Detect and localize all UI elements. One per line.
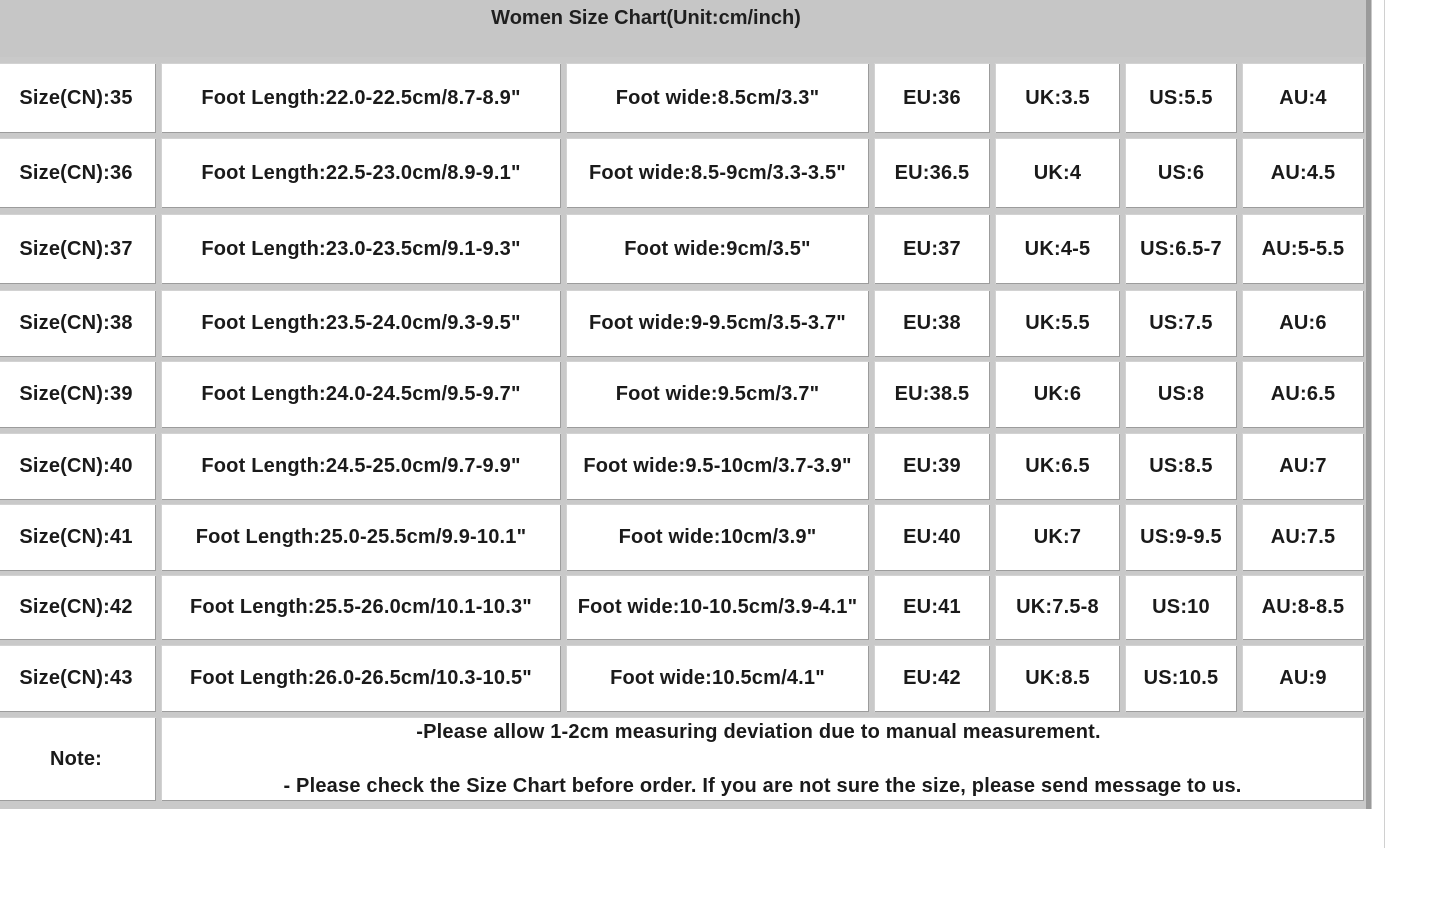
size-chart-title-bar (0, 0, 1368, 57)
foot-wide-cell: Foot wide:9-9.5cm/3.5-3.7" (566, 290, 869, 357)
eu-size-cell: EU:39 (874, 433, 990, 500)
uk-size-cell: UK:7.5-8 (995, 575, 1120, 640)
eu-size-cell: EU:38 (874, 290, 990, 357)
uk-size-cell: UK:3.5 (995, 63, 1120, 133)
foot-length-cell: Foot Length:22.5-23.0cm/8.9-9.1" (161, 138, 561, 208)
au-size-cell: AU:6.5 (1242, 361, 1364, 428)
us-size-cell: US:6 (1125, 138, 1237, 208)
note-line-deviation: -Please allow 1-2cm measuring deviation due to manual measurement. (416, 721, 1101, 743)
us-size-cell: US:9-9.5 (1125, 504, 1237, 571)
eu-size-cell: EU:41 (874, 575, 990, 640)
uk-size-cell: UK:4-5 (995, 214, 1120, 284)
eu-size-cell: EU:36 (874, 63, 990, 133)
au-size-cell: AU:9 (1242, 645, 1364, 712)
uk-size-cell: UK:5.5 (995, 290, 1120, 357)
us-size-cell: US:7.5 (1125, 290, 1237, 357)
table-right-edge (1366, 0, 1371, 809)
eu-size-cell: EU:42 (874, 645, 990, 712)
foot-wide-cell: Foot wide:10cm/3.9" (566, 504, 869, 571)
us-size-cell: US:8 (1125, 361, 1237, 428)
au-size-cell: AU:7 (1242, 433, 1364, 500)
note-label: Note: (0, 717, 156, 801)
size-cn-cell: Size(CN):39 (0, 361, 156, 428)
au-size-cell: AU:6 (1242, 290, 1364, 357)
foot-length-cell: Foot Length:25.0-25.5cm/9.9-10.1" (161, 504, 561, 571)
size-cn-cell: Size(CN):38 (0, 290, 156, 357)
eu-size-cell: EU:36.5 (874, 138, 990, 208)
uk-size-cell: UK:6.5 (995, 433, 1120, 500)
foot-length-cell: Foot Length:24.5-25.0cm/9.7-9.9" (161, 433, 561, 500)
uk-size-cell: UK:8.5 (995, 645, 1120, 712)
size-cn-cell: Size(CN):37 (0, 214, 156, 284)
eu-size-cell: EU:38.5 (874, 361, 990, 428)
eu-size-cell: EU:37 (874, 214, 990, 284)
us-size-cell: US:10 (1125, 575, 1237, 640)
us-size-cell: US:6.5-7 (1125, 214, 1237, 284)
foot-length-cell: Foot Length:24.0-24.5cm/9.5-9.7" (161, 361, 561, 428)
foot-wide-cell: Foot wide:9cm/3.5" (566, 214, 869, 284)
note-body (161, 717, 1364, 801)
us-size-cell: US:8.5 (1125, 433, 1237, 500)
foot-length-cell: Foot Length:25.5-26.0cm/10.1-10.3" (161, 575, 561, 640)
foot-wide-cell: Foot wide:8.5-9cm/3.3-3.5" (566, 138, 869, 208)
size-cn-cell: Size(CN):35 (0, 63, 156, 133)
size-chart-title: Women Size Chart(Unit:cm/inch) (491, 7, 801, 29)
uk-size-cell: UK:4 (995, 138, 1120, 208)
foot-wide-cell: Foot wide:10-10.5cm/3.9-4.1" (566, 575, 869, 640)
uk-size-cell: UK:7 (995, 504, 1120, 571)
au-size-cell: AU:8-8.5 (1242, 575, 1364, 640)
au-size-cell: AU:7.5 (1242, 504, 1364, 571)
foot-wide-cell: Foot wide:8.5cm/3.3" (566, 63, 869, 133)
au-size-cell: AU:5-5.5 (1242, 214, 1364, 284)
uk-size-cell: UK:6 (995, 361, 1120, 428)
au-size-cell: AU:4 (1242, 63, 1364, 133)
foot-wide-cell: Foot wide:10.5cm/4.1" (566, 645, 869, 712)
page-divider-line (1384, 0, 1385, 848)
foot-wide-cell: Foot wide:9.5-10cm/3.7-3.9" (566, 433, 869, 500)
size-cn-cell: Size(CN):40 (0, 433, 156, 500)
size-cn-cell: Size(CN):36 (0, 138, 156, 208)
size-cn-cell: Size(CN):42 (0, 575, 156, 640)
note-line-check-chart: - Please check the Size Chart before order. If you are not sure the size, please send message to us. (283, 775, 1242, 797)
size-cn-cell: Size(CN):43 (0, 645, 156, 712)
eu-size-cell: EU:40 (874, 504, 990, 571)
au-size-cell: AU:4.5 (1242, 138, 1364, 208)
foot-wide-cell: Foot wide:9.5cm/3.7" (566, 361, 869, 428)
us-size-cell: US:10.5 (1125, 645, 1237, 712)
foot-length-cell: Foot Length:23.0-23.5cm/9.1-9.3" (161, 214, 561, 284)
foot-length-cell: Foot Length:26.0-26.5cm/10.3-10.5" (161, 645, 561, 712)
foot-length-cell: Foot Length:23.5-24.0cm/9.3-9.5" (161, 290, 561, 357)
us-size-cell: US:5.5 (1125, 63, 1237, 133)
foot-length-cell: Foot Length:22.0-22.5cm/8.7-8.9" (161, 63, 561, 133)
size-cn-cell: Size(CN):41 (0, 504, 156, 571)
